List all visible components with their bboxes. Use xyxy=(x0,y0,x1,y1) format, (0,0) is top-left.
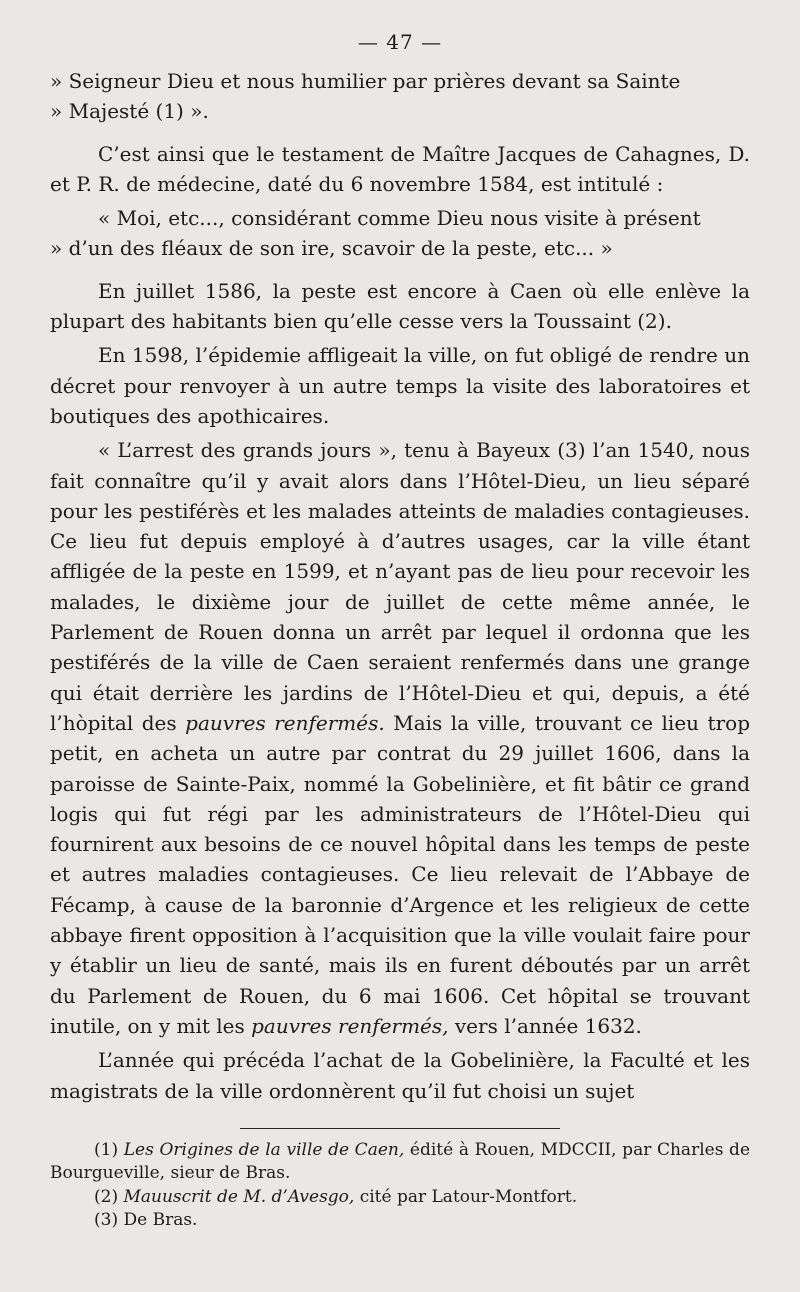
paragraph-arrest-grands-jours xyxy=(50,435,750,1041)
footnote-1 xyxy=(50,1139,750,1186)
footnote-number: (2) xyxy=(94,1186,124,1207)
paragraph-text: Mais la ville, trouvant ce lieu trop petit, en acheta un autre par contrat du 29 juillet 1606, dans la paroisse de Sainte-Paix, nommé la Gobelinière, et fit bâtir ce grand logis qui fut régi par les administrateurs de l’Hôtel-Dieu qui fournirent aux besoins de ce nouvel hôpital dans les temps de peste et autres maladies contagieuses. Ce lieu relevait de l’Abbaye de Fécamp, à cause de la baronnie d’Argence et les religieux de cette abbaye firent opposition à l’acquisition que la ville voulait faire pour y établir un lieu de santé, mais ils en furent déboutés par un arrêt du Parlement de Rouen, du 6 mai 1606. Cet hôpital se trouvant inutile, on y mit les xyxy=(50,710,750,1038)
page-number: — 47 — xyxy=(357,30,443,54)
spacer xyxy=(50,264,750,276)
paragraph-quote-line-2: » Majesté (1) ». xyxy=(50,99,209,124)
footnote-number: (1) xyxy=(94,1139,124,1160)
paragraph-testament: C’est ainsi que le testament de Maître Jacques de Cahagnes, D. et P. R. de médecine, daté du 6 novembre 1584, est intitulé : xyxy=(50,141,750,196)
italic-phrase: pauvres renfermés. xyxy=(185,710,385,735)
footnote-divider xyxy=(240,1128,560,1129)
footnote-text: cité par Latour-Montfort. xyxy=(354,1186,578,1207)
paragraph-text: vers l’année 1632. xyxy=(448,1013,642,1038)
paragraph-testament-quote-line-2: » d’un des fléaux de son ire, scavoir de la peste, etc... » xyxy=(50,236,613,261)
footnote-2 xyxy=(50,1186,750,1210)
paragraph-1586: En juillet 1586, la peste est encore à Caen où elle enlève la plupart des habitants bien qu’elle cesse vers la Toussaint (2). xyxy=(50,278,750,334)
footnote-text: édité à Rouen, MDCCII, par Charles de Bourgueville, sieur de Bras. xyxy=(50,1139,751,1184)
italic-phrase: pauvres renfermés, xyxy=(251,1013,449,1038)
paragraph-gobeliniere: L’année qui précéda l’achat de la Gobelinière, la Faculté et les magistrats de la ville ordonnèrent qu’il fut choisi un sujet xyxy=(50,1048,750,1103)
paragraph-quote-line-1: » Seigneur Dieu et nous humilier par prières devant sa Sainte xyxy=(50,69,681,93)
paragraph-testament-quote-line-1: « Moi, etc..., considérant comme Dieu nous visite à présent xyxy=(98,206,701,231)
footnote-title: Mauuscrit de M. d’Avesgo, xyxy=(123,1186,355,1207)
footnote-3: (3) De Bras. xyxy=(94,1210,198,1231)
spacer xyxy=(50,127,750,139)
paragraph-1598: En 1598, l’épidemie affligeait la ville, on fut obligé de rendre un décret pour renvoyer à un autre temps la visite des laboratoires et boutiques des apothicaires. xyxy=(50,343,750,428)
footnote-title: Les Origines de la ville de Caen, xyxy=(123,1139,405,1160)
paragraph-text: « L’arrest des grands jours », tenu à Bayeux (3) l’an 1540, nous fait connaître qu’il y avait alors dans l’Hôtel-Dieu, un lieu séparé pour les pestiférès et les malades atteints de maladies contagieuses. Ce lieu fut depuis employé à d’autres usages, car la ville étant affligée de la peste en 1599, et n’ayant pas de lieu pour recevoir les malades, le dixième jour de juillet de cette même année, le Parlement de Rouen donna un arrêt par lequel il ordonna que les pestiférés de la ville de Caen seraient renfermés dans une grange qui était derrière les jardins de l’Hôtel-Dieu et qui, depuis, a été l’hòpital des xyxy=(50,438,750,735)
